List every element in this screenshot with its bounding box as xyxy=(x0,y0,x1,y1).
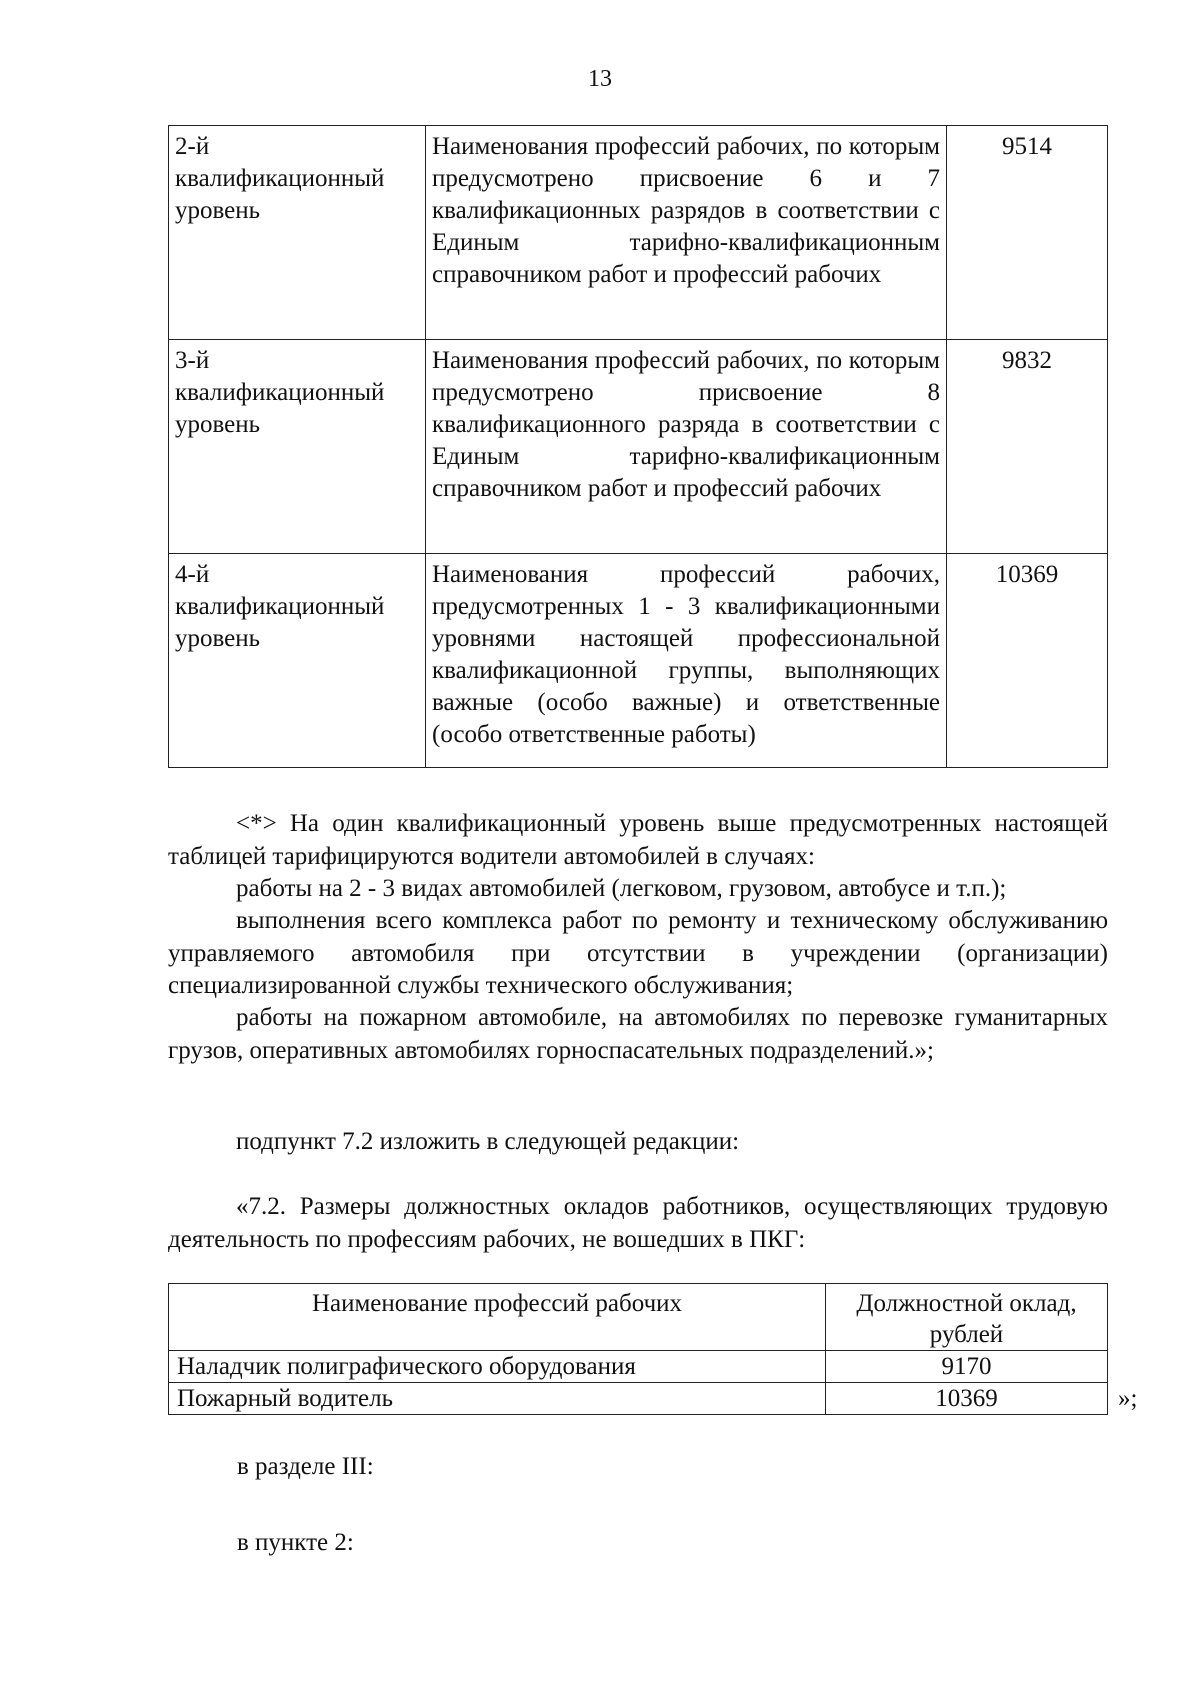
profession-salary-cell: 10369 xyxy=(826,1383,1108,1415)
table-row xyxy=(169,1383,1108,1415)
table-header-row xyxy=(169,1284,1108,1351)
table-row xyxy=(169,340,1108,554)
footnote-item-3: работы на пожарном автомобиле, на автомобилях по перевозке гуманитарных грузов, оперативных автомобилях горноспасательных подразделений.»; xyxy=(168,1004,1108,1064)
profession-name-cell: Пожарный водитель xyxy=(169,1383,826,1415)
description-cell: Наименования профессий рабочих, по которым предусмотрено присвоение 8 квалификационного разряда в соответствии с Единым тарифно-квалификационным справочником работ и профессий рабочих xyxy=(426,340,947,554)
section-line: в разделе III: xyxy=(237,1453,374,1480)
closing-quote: »; xyxy=(1118,1385,1138,1412)
table-row xyxy=(169,1351,1108,1383)
footnote-item-2: выполнения всего комплекса работ по ремонту и техническому обслуживанию управляемого автомобиля при отсутствии в учреждении (организации) специализированной службы технического обслуживания; xyxy=(168,907,1108,999)
description-cell: Наименования профессий рабочих, предусмотренных 1 - 3 квалификационными уровнями настоящей профессиональной квалификационной группы, выполняющих важные (особо важные) и ответственные (особо ответственные работы) xyxy=(426,554,947,768)
table-row xyxy=(169,126,1108,340)
salary-cell: 9514 xyxy=(947,126,1108,340)
profession-salary-cell: 9170 xyxy=(826,1351,1108,1383)
header-salary: Должностной оклад, рублей xyxy=(826,1284,1108,1351)
level-cell: 3-й квалификационный уровень xyxy=(169,340,426,554)
profession-name-cell: Наладчик полиграфического оборудования xyxy=(169,1351,826,1383)
page-number: 13 xyxy=(588,66,612,92)
professions-table xyxy=(168,1283,1108,1415)
footnote-intro: <*> На один квалификационный уровень выше предусмотренных настоящей таблицей тарифицируются водители автомобилей в случаях: xyxy=(168,810,1108,870)
salary-cell: 9832 xyxy=(947,340,1108,554)
qualification-levels-table xyxy=(168,125,1108,768)
level-cell: 2-й квалификационный уровень xyxy=(169,126,426,340)
footnote-item-1: работы на 2 - 3 видах автомобилей (легковом, грузовом, автобусе и т.п.); xyxy=(236,875,1007,902)
table-row xyxy=(169,554,1108,768)
salary-cell: 10369 xyxy=(947,554,1108,768)
subpoint-instruction: подпункт 7.2 изложить в следующей редакции: xyxy=(236,1128,740,1155)
subpoint-text: «7.2. Размеры должностных окладов работников, осуществляющих трудовую деятельность по профессиям рабочих, не вошедших в ПКГ: xyxy=(168,1193,1108,1253)
point-line: в пункте 2: xyxy=(237,1529,354,1556)
header-profession-name: Наименование профессий рабочих xyxy=(169,1284,826,1351)
description-cell: Наименования профессий рабочих, по которым предусмотрено присвоение 6 и 7 квалификационных разрядов в соответствии с Единым тарифно-квалификационным справочником работ и профессий рабочих xyxy=(426,126,947,340)
level-cell: 4-й квалификационный уровень xyxy=(169,554,426,768)
